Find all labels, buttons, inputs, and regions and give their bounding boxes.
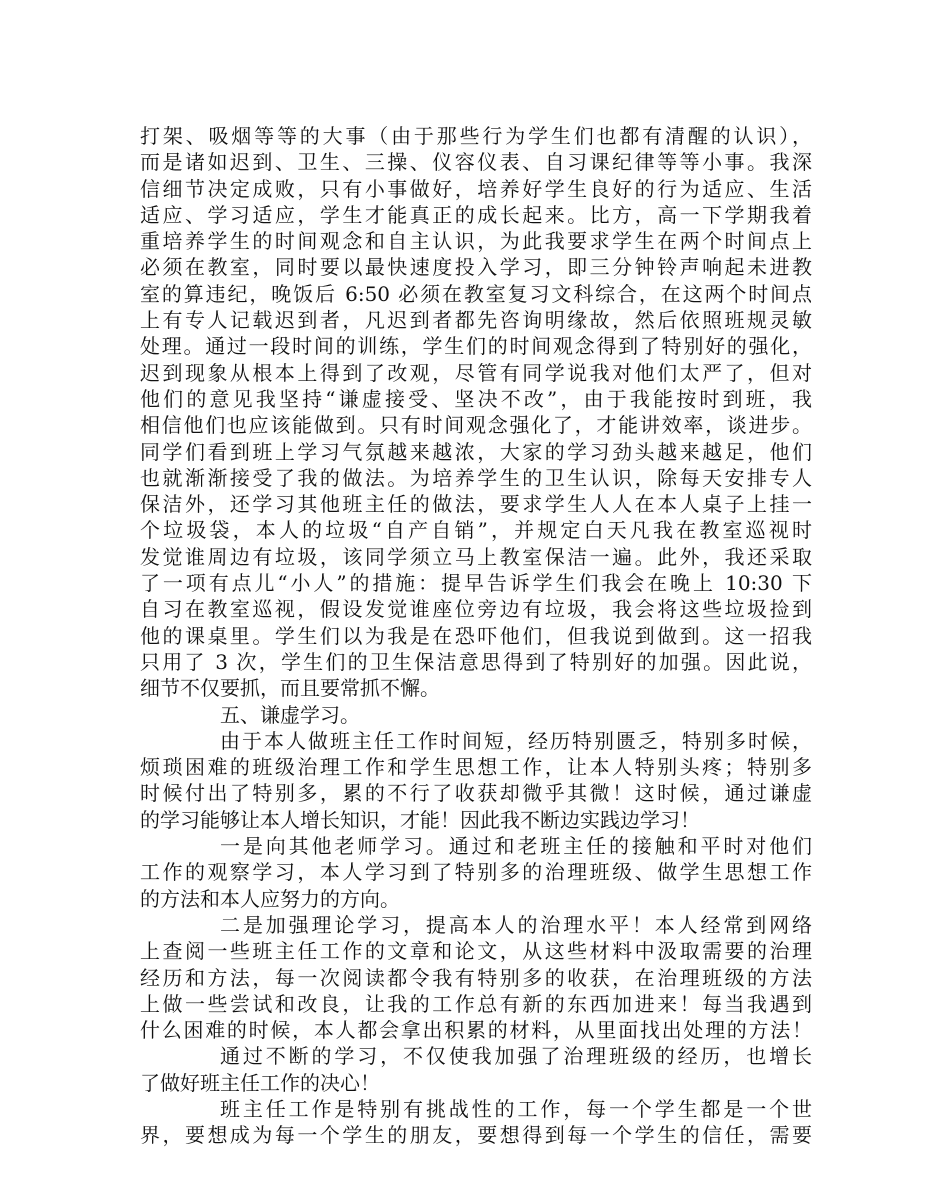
text-line: 处理。通过一段时间的训练，学生们的时间观念得到了特别好的强化，: [140, 334, 812, 359]
text-line: 必须在教室，同时要以最快速度投入学习，即三分钟铃声响起未进教: [140, 255, 812, 280]
text-line: 同学们看到班上学习气氛越来越浓，大家的学习劲头越来越足，他们: [140, 439, 812, 464]
text-line: 保洁外，还学习其他班主任的做法，要求学生人人在本人桌子上挂一: [140, 492, 812, 517]
text-line: 而是诸如迟到、卫生、三操、仪容仪表、自习课纪律等等小事。我深: [140, 150, 812, 175]
text-line: 由于本人做班主任工作时间短，经历特别匮乏，特别多时候，: [220, 728, 812, 753]
text-line: 一是向其他老师学习。通过和老班主任的接触和平时对他们: [220, 834, 812, 859]
text-line: 上做一些尝试和改良，让我的工作总有新的东西加进来！每当我遇到: [140, 991, 812, 1016]
text-line: 打架、吸烟等等的大事（由于那些行为学生们也都有清醒的认识），: [140, 124, 812, 148]
text-line: 什么困难的时候，本人都会拿出积累的材料，从里面找出处理的方法！: [140, 1018, 812, 1043]
text-line: 重培养学生的时间观念和自主认识，为此我要求学生在两个时间点上: [140, 229, 812, 254]
text-line: 个垃圾袋，本人的垃圾“自产自销”，并规定白天凡我在教室巡视时: [140, 518, 812, 543]
text-line: 班主任工作是特别有挑战性的工作，每一个学生都是一个世: [220, 1096, 812, 1121]
text-line: 工作的观察学习，本人学习到了特别多的治理班级、做学生思想工作: [140, 860, 812, 885]
text-line: 上查阅一些班主任工作的文章和论文，从这些材料中汲取需要的治理: [140, 939, 812, 964]
text-line: 二是加强理论学习，提高本人的治理水平！本人经常到网络: [220, 912, 812, 937]
text-line: 只用了 3 次，学生们的卫生保洁意思得到了特别好的加强。因此说，: [140, 649, 812, 674]
text-line: 烦琐困难的班级治理工作和学生思想工作，让本人特别头疼；特别多: [140, 755, 812, 780]
text-line: 室的算违纪，晚饭后 6:50 必须在教室复习文科综合，在这两个时间点: [140, 281, 812, 306]
text-line: 细节不仅要抓，而且要常抓不懈。: [140, 676, 440, 701]
text-line: 通过不断的学习，不仅使我加强了治理班级的经历，也增长: [220, 1044, 812, 1069]
text-line: 他们的意见我坚持“谦虚接受、坚决不改”，由于我能按时到班，我: [140, 386, 812, 411]
text-line: 自习在教室巡视，假设发觉谁座位旁边有垃圾，我会将这些垃圾捡到: [140, 597, 812, 622]
text-line: 了做好班主任工作的决心！: [140, 1070, 380, 1095]
text-line: 信细节决定成败，只有小事做好，培养好学生良好的行为适应、生活: [140, 176, 812, 201]
document-page: [140, 123, 812, 1149]
text-line: 适应、学习适应，学生才能真正的成长起来。比方，高一下学期我着: [140, 202, 812, 227]
text-line: 也就渐渐接受了我的做法。为培养学生的卫生认识，除每天安排专人: [140, 465, 812, 490]
text-line: 经历和方法，每一次阅读都令我有特别多的收获，在治理班级的方法: [140, 965, 812, 990]
text-line: 五、谦虚学习。: [220, 702, 360, 727]
text-line: 的方法和本人应努力的方向。: [140, 886, 400, 911]
text-line: 的学习能够让本人增长知识，才能！因此我不断边实践边学习！: [140, 807, 700, 832]
text-line: 发觉谁周边有垃圾，该同学须立马上教室保洁一遍。此外，我还采取: [140, 544, 812, 569]
text-line: 了一项有点儿“小人”的措施：提早告诉学生们我会在晚上 10:30 下: [140, 571, 812, 596]
text-line: 相信他们也应该能做到。只有时间观念强化了，才能讲效率，谈进步。: [140, 413, 812, 438]
text-line: 界，要想成为每一个学生的朋友，要想得到每一个学生的信任，需要: [140, 1123, 812, 1148]
text-line: 时候付出了特别多，累的不行了收获却微乎其微！这时候，通过谦虚: [140, 781, 812, 806]
text-line: 他的课桌里。学生们以为我是在恐吓他们，但我说到做到。这一招我: [140, 623, 812, 648]
text-line: 迟到现象从根本上得到了改观，尽管有同学说我对他们太严了，但对: [140, 360, 812, 385]
text-line: 上有专人记载迟到者，凡迟到者都先咨询明缘故，然后依照班规灵敏: [140, 308, 812, 333]
